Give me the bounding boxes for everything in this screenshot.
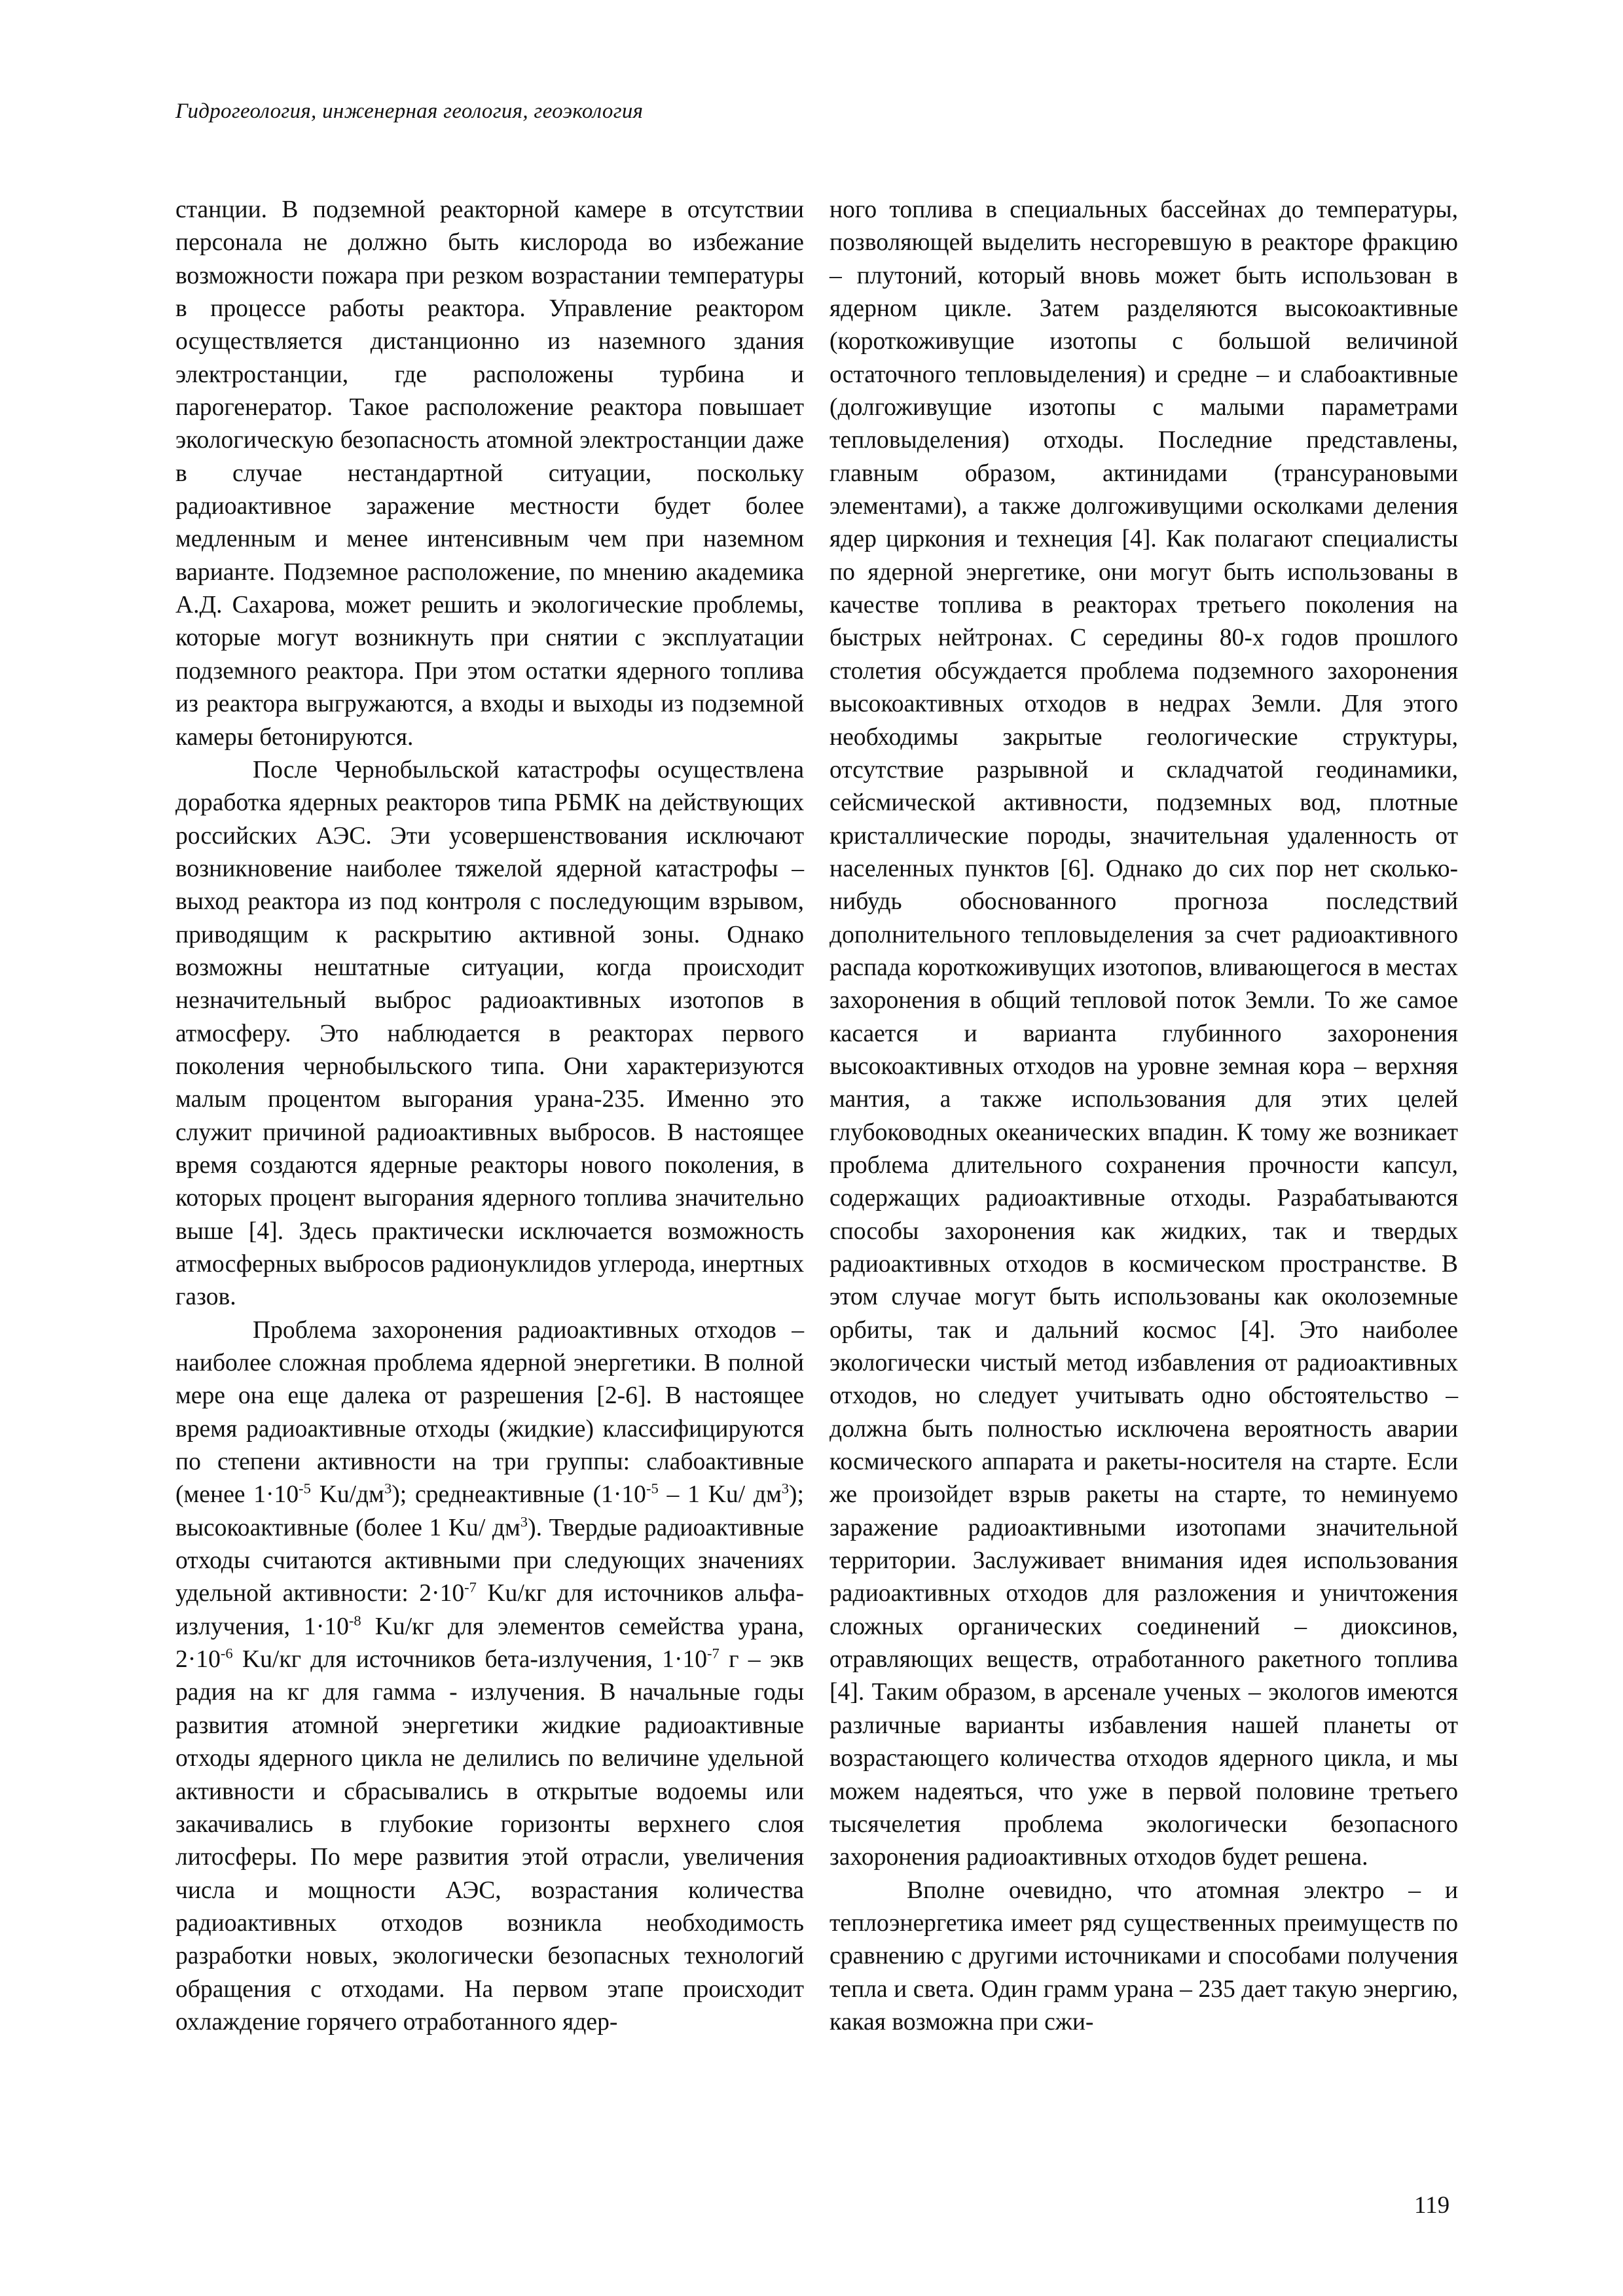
- text-run: ). Твердые радиоактивные отходы считаются активными при следующих значениях удельной активности: 2·10: [175, 1514, 804, 1607]
- text-run: – 1 Ku/ дм: [658, 1481, 782, 1509]
- exponent: -6: [220, 1645, 233, 1662]
- text-run: Ku/кг для источников бета-излучения, 1·10: [232, 1646, 708, 1674]
- paragraph: После Чернобыльской катастрофы осуществлена доработка ядерных реакторов типа РБМК на действующих российских АЭС. Эти усовершенствования исключают возникновение наиболее тяжелой ядерной катастрофы – выход реактора из под контроля с последующим взрывом, приводящим к раскрытию активной зоны. Однако возможны нештатные ситуации, когда происходит незначительный выброс радиоактивных изотопов в атмосферу. Это наблюдается в реакторах первого поколения чернобыльского типа. Они характеризуются малым процентом выгорания урана-235. Именно это служит причиной радиоактивных выбросов. В настоящее время создаются ядерные реакторы нового поколения, в которых процент выгорания ядерного топлива значительно выше [4]. Здесь практически исключается возможность атмосферных выбросов радионуклидов углерода, инертных газов.: [175, 756, 804, 1311]
- paragraph: Вполне очевидно, что атомная электро – и теплоэнергетика имеет ряд существенных преимуществ по сравнению с другими источниками и способами получения тепла и света. Один грамм урана – 235 дает такую энергию, какая возможна при сжи-: [830, 1876, 1458, 2036]
- text-run: Проблема захоронения радиоактивных отходов – наиболее сложная проблема ядерной энергетики. В полной мере она еще далека от разрешения [2-6]. В настоящее время радиоактивные отходы (жидкие) классифицируются по степени активности на три группы: слабоактивные (менее 1·10: [175, 1316, 804, 1509]
- exponent: 3: [781, 1480, 790, 1497]
- text-run: ); высокоактивные (более 1 Ku/ дм: [175, 1481, 804, 1541]
- text-run: Ku/кг для источников альфа-излучения, 1·10: [175, 1580, 804, 1640]
- text-run: Ku/дм: [310, 1481, 384, 1509]
- right-column: [830, 194, 1458, 2039]
- exponent: -7: [464, 1579, 477, 1596]
- exponent: 3: [520, 1513, 528, 1530]
- exponent: 3: [384, 1480, 392, 1497]
- text-run: Ku/кг для элементов семейства урана, 2·10: [175, 1613, 804, 1674]
- exponent: -5: [646, 1480, 659, 1497]
- text-run: г – экв радия на кг для гамма - излучения. В начальные годы развития атомной энергетики жидкие радиоактивные отходы ядерного цикла не делились по величине удельной активности и сбрасывались в открытые водоемы или закачивались в глубокие горизонты верхнего слоя литосферы. По мере развития этой отрасли, увеличения числа и мощности АЭС, возрастания количества радиоактивных отходов возникла необходимость разработки новых, экологически безопасных технологий обращения с отходами. На первом этапе происходит охлаждение горячего отработанного ядер-: [175, 1646, 804, 2036]
- left-column: [175, 194, 804, 2039]
- page-number: 119: [1414, 2192, 1450, 2219]
- paragraph-radioactive-waste-classification: [175, 1314, 804, 2039]
- running-header: Гидрогеология, инженерная геология, геоэкология: [175, 99, 644, 123]
- exponent: -5: [299, 1480, 311, 1497]
- exponent: -8: [348, 1612, 361, 1629]
- paragraph: ного топлива в специальных бассейнах до температуры, позволяющей выделить несгоревшую в реакторе фракцию – плутоний, который вновь может быть использован в ядерном цикле. Затем разделяются высокоактивные (короткоживущие изотопы с большой величиной остаточного тепловыделения) и средне – и слабоактивные (долгоживущие изотопы с малыми параметрами тепловыделения) отходы. Последние представлены, главным образом, актинидами (трансурановыми элементами), а также долгоживущими осколками деления ядер циркония и технеция [4]. Как полагают специалисты по ядерной энергетике, они могут быть использованы в качестве топлива в реакторах третьего поколения на быстрых нейтронах. С середины 80-х годов прошлого столетия обсуждается проблема подземного захоронения высокоактивных отходов в недрах Земли. Для этого необходимы закрытые геологические структуры, отсутствие разрывной и складчатой геодинамики, сейсмической активности, подземных вод, плотные кристаллические породы, значительная удаленность от населенных пунктов [6]. Однако до сих пор нет сколько-нибудь обоснованного прогноза последствий дополнительного тепловыделения за счет радиоактивного распада короткоживущих изотопов, вливающегося в местах захоронения в общий тепловой поток Земли. То же самое касается и варианта глубинного захоронения высокоактивных отходов на уровне земная кора – верхняя мантия, а также использования для этих целей глубоководных океанических впадин. К тому же возникает проблема длительного сохранения прочности капсул, содержащих радиоактивные отходы. Разрабатываются способы захоронения как жидких, так и твердых радиоактивных отходов в космическом пространстве. В этом случае могут быть использованы как околоземные орбиты, так и дальний космос [4]. Это наиболее экологически чистый метод избавления от радиоактивных отходов, но следует учитывать одно обстоятельство – должна быть полностью исключена вероятность аварии космического аппарата и ракеты-носителя на старте. Если же произойдет взрыв ракеты на старте, то неминуемо заражение радиоактивными изотопами значительной территории. Заслуживает внимания идея использования радиоактивных отходов для разложения и уничтожения сложных органических соединений – диоксинов, отравляющих веществ, отработанного ракетного топлива [4]. Таким образом, в арсенале ученых – экологов имеются различные варианты избавления нашей планеты от возрастающего количества отходов ядерного цикла, и мы можем надеяться, что уже в первой половине третьего тысячелетия проблема экологически безопасного захоронения радиоактивных отходов будет решена.: [830, 196, 1458, 1871]
- paragraph: станции. В подземной реакторной камере в отсутствии персонала не должно быть кислорода во избежание возможности пожара при резком возрастании температуры в процессе работы реактора. Управление реактором осуществляется дистанционно из наземного здания электростанции, где расположены турбина и парогенератор. Такое расположение реактора повышает экологическую безопасность атомной электростанции даже в случае нестандартной ситуации, поскольку радиоактивное заражение местности будет более медленным и менее интенсивным чем при наземном варианте. Подземное расположение, по мнению академика А.Д. Сахарова, может решить и экологические проблемы, которые могут возникнуть при снятии с эксплуатации подземного реактора. При этом остатки ядерного топлива из реактора выгружаются, а входы и выходы из подземной камеры бетонируются.: [175, 196, 804, 751]
- text-run: ); среднеактивные (1·10: [392, 1481, 646, 1509]
- exponent: -7: [707, 1645, 720, 1662]
